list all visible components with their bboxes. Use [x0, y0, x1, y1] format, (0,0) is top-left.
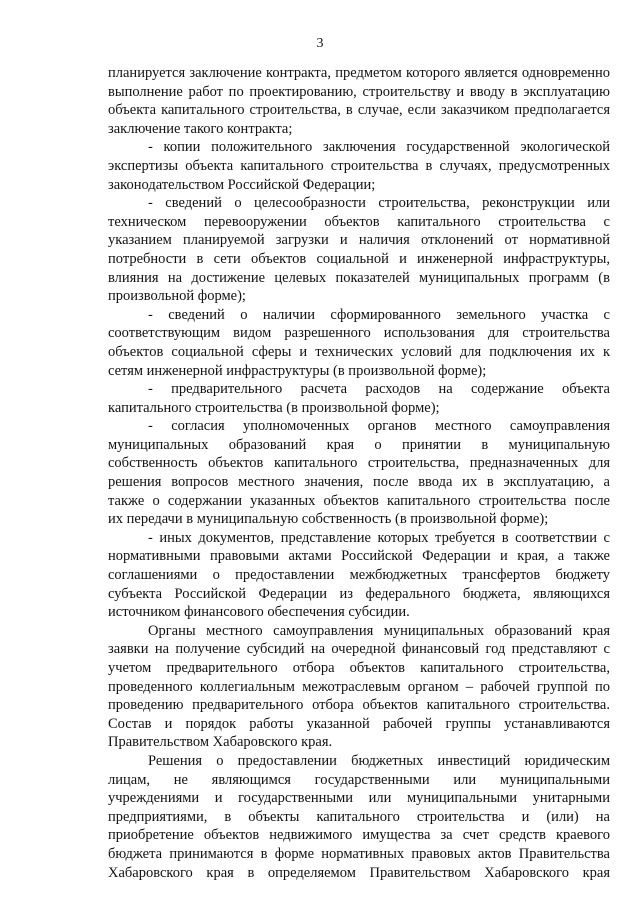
text-line: - сведений о целесообразности строительства, реконструкции или — [148, 195, 610, 212]
text-line: субъекта Российской Федерации из федерального бюджета, являющихся — [108, 585, 610, 602]
text-line: объектов социальной сферы и технических условий для подключения их к — [108, 343, 610, 360]
paragraph-applications — [108, 622, 610, 752]
text-line: - сведений о наличии сформированного земельного участка с — [148, 306, 610, 323]
list-item-ecological-expertise — [108, 138, 610, 194]
text-line: Состав и порядок работы указанной рабочей группы устанавливаются — [108, 715, 610, 732]
text-line: бюджета принимаются в форме нормативных правовых актов Правительства — [108, 845, 610, 862]
text-line: техническом перевооружении объектов капитального строительства с — [108, 213, 610, 230]
text-line: указанием планируемой загрузки и наличия отклонений от нормативной — [108, 232, 610, 249]
text-line: проведенного коллегиальным межотраслевым органом – рабочей группой по — [108, 678, 610, 695]
text-line: учреждениями и государственными или муниципальными унитарными — [108, 790, 610, 807]
text-line: - копии положительного заключения государственной экологической — [148, 139, 610, 156]
list-item-maintenance-estimate — [108, 380, 610, 417]
text-line: муниципальных образований края о принятии в муниципальную — [108, 436, 610, 453]
text-line: произвольной форме); — [108, 288, 246, 305]
text-line: Решения о предоставлении бюджетных инвестиций юридическим — [148, 752, 610, 769]
text-line: капитального строительства (в произвольной форме); — [108, 399, 440, 416]
text-line: - предварительного расчета расходов на содержание объекта — [148, 381, 610, 398]
text-line: учетом предварительного отбора объектов капитального строительства, — [108, 660, 610, 676]
list-item-consent — [108, 417, 610, 529]
text-line: нормативными правовыми актами Российской Федерации и края, а также — [108, 548, 610, 565]
text-line: выполнение работ по проектированию, строительству и вводу в эксплуатацию — [108, 83, 610, 100]
paragraph-decisions — [108, 752, 610, 882]
text-line: соответствующим видом разрешенного использования для строительства — [108, 325, 610, 342]
text-line: приобретение объектов недвижимого имущества за счет средств краевого — [108, 827, 610, 844]
text-line: законодательством Российской Федерации; — [108, 176, 376, 193]
text-line: - иных документов, представление которых требуется в соответствии с — [148, 529, 610, 546]
text-line: Органы местного самоуправления муниципальных образований края — [148, 622, 610, 639]
page-number: 3 — [316, 36, 324, 51]
text-line: также о содержании указанных объектов капитального строительства после — [108, 492, 610, 509]
text-line: Хабаровского края в определяемом Правительством Хабаровского края — [108, 864, 610, 881]
list-item-other-documents — [108, 529, 610, 622]
text-line: - согласия уполномоченных органов местного самоуправления — [148, 418, 610, 435]
text-line: потребности в сети объектов социальной и инженерной инфраструктуры, — [108, 250, 610, 267]
text-line: экспертизы объекта капитального строительства в случаях, предусмотренных — [108, 157, 610, 174]
text-line: влияния на достижение целевых показателей муниципальных программ (в — [108, 269, 610, 286]
text-line: лицам, не являющимся государственными или муниципальными — [108, 771, 610, 788]
text-line: решения вопросов местного значения, после ввода их в эксплуатацию, а — [108, 474, 610, 491]
document-body — [108, 64, 610, 882]
text-line: сетям инженерной инфраструктуры (в произвольной форме); — [108, 362, 487, 379]
text-line: соглашениями о предоставлении межбюджетных трансфертов бюджету — [108, 567, 610, 584]
list-item-land-plot — [108, 306, 610, 380]
text-line: планируется заключение контракта, предметом которого является одновременно — [108, 65, 610, 81]
text-line: заявки на получение субсидий на очередной финансовый год представляют с — [108, 641, 610, 658]
paragraph-contract-continuation — [108, 64, 610, 138]
text-line: их передачи в муниципальную собственность (в произвольной форме); — [108, 511, 549, 528]
text-line: собственность объектов капитального строительства, предназначенных для — [108, 455, 610, 472]
text-line: объекта капитального строительства, в случае, если заказчиком предполагается — [108, 102, 610, 119]
list-item-feasibility — [108, 194, 610, 306]
text-line: источником финансового обеспечения субсидии. — [108, 604, 410, 621]
text-line: проведению предварительного отбора объектов капитального строительства. — [108, 697, 610, 714]
text-line: предприятиями, в объекты капитального строительства и (или) на — [108, 808, 610, 825]
text-line: заключение такого контракта; — [108, 120, 293, 137]
text-line: Правительством Хабаровского края. — [108, 734, 333, 751]
